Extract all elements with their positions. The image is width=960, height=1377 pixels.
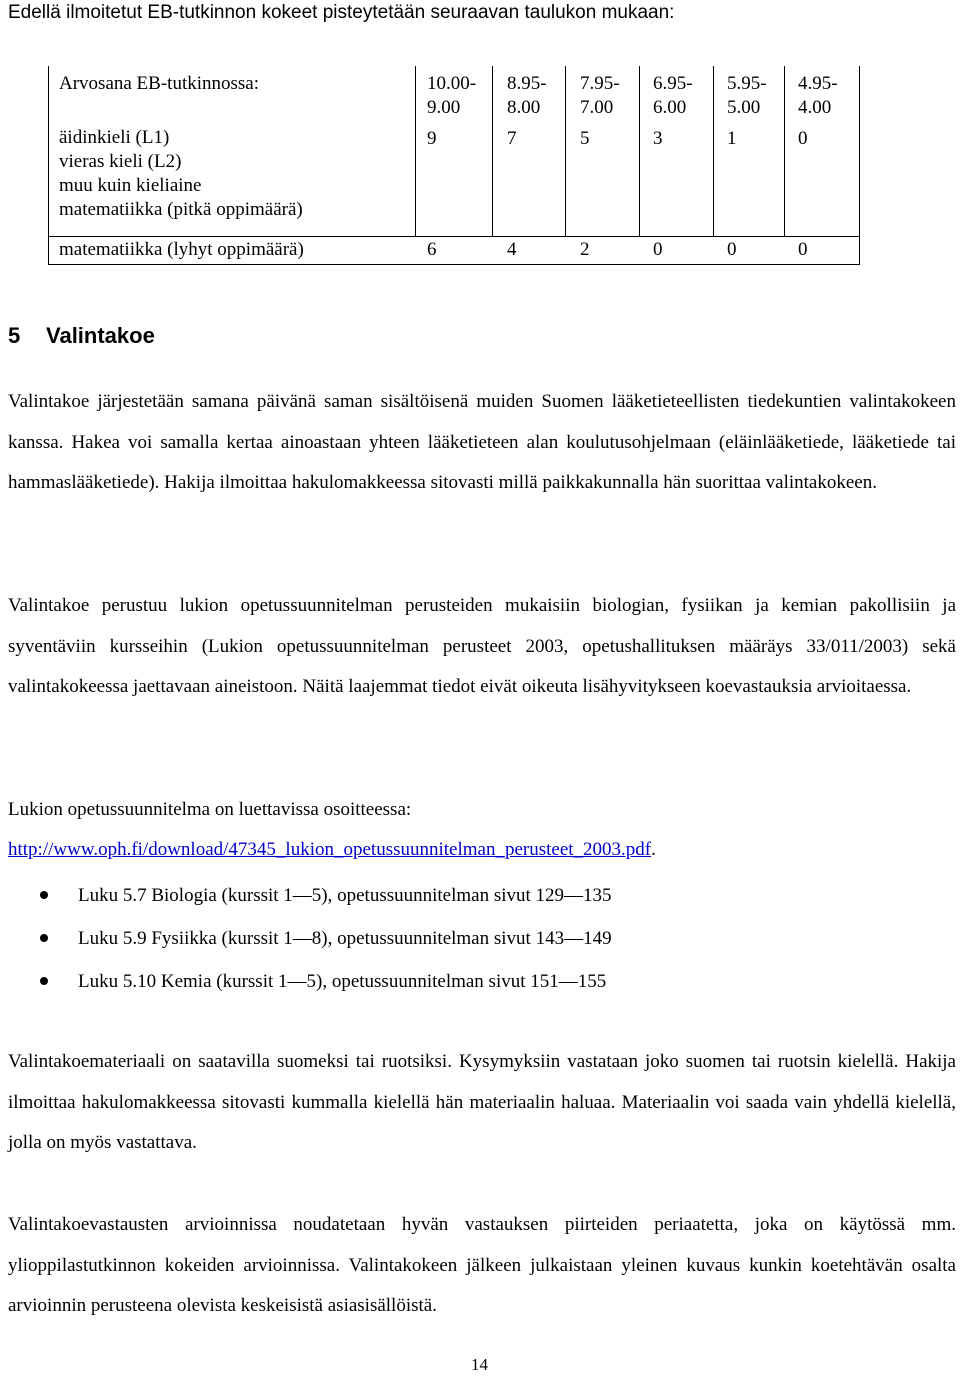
grade-range-start: 5.95-: [727, 73, 767, 94]
column-divider: [784, 66, 785, 236]
grade-column-header: [580, 72, 620, 120]
table-header-label: Arvosana EB-tutkinnossa:: [59, 73, 260, 94]
list-item-text: Luku 5.7 Biologia (kurssit 1—5), opetussuunnitelman sivut 129—135: [78, 885, 612, 906]
page-number: 14: [471, 1355, 488, 1374]
grade-range-end: 9.00: [427, 97, 461, 118]
section-title: Valintakoe: [46, 323, 155, 348]
points-cell: 7: [507, 128, 517, 149]
grade-range-end: 8.00: [507, 97, 541, 118]
grade-range-end: 5.00: [727, 97, 761, 118]
group-subjects-list: [59, 126, 303, 222]
points-cell: 3: [653, 128, 663, 149]
grade-range-end: 7.00: [580, 97, 614, 118]
column-divider: [713, 66, 714, 236]
column-divider: [492, 66, 493, 236]
grade-points-table: [48, 66, 860, 265]
table-row-divider: [49, 236, 859, 237]
section-number: 5: [8, 323, 21, 348]
points-cell: 4: [507, 239, 517, 260]
bullet-icon: [40, 891, 48, 899]
subject-label: matematiikka (pitkä oppimäärä): [59, 199, 303, 220]
list-item-text: Luku 5.10 Kemia (kurssit 1—5), opetussuunnitelman sivut 151—155: [78, 971, 607, 992]
paragraph: Valintakoe perustuu lukion opetussuunnitelman perusteiden mukaisiin biologian, fysiikan ja kemian pakollisiin ja syventäviin kursseihin (Lukion opetussuunnitelman perusteet 2003, opetushallituksen määräys 33/011/2003) sekä valintakokeessa jaettavaan aineistoon. Näitä laajemmat tiedot eivät oikeuta lisähyvitykseen koevastauksia arvioitaessa.: [8, 595, 956, 698]
points-cell: 0: [798, 128, 808, 149]
points-cell: 9: [427, 128, 437, 149]
subject-label: muu kuin kieliaine: [59, 175, 202, 196]
grade-range-end: 6.00: [653, 97, 687, 118]
intro-text: Edellä ilmoitetut EB-tutkinnon kokeet pisteytetään seuraavan taulukon mukaan:: [8, 2, 675, 23]
column-divider: [565, 66, 566, 236]
grade-column-header: [798, 72, 838, 120]
grade-column-header: [507, 72, 547, 120]
subject-label: vieras kieli (L2): [59, 151, 182, 172]
grade-range-start: 6.95-: [653, 73, 693, 94]
paragraph: Valintakoemateriaali on saatavilla suomeksi tai ruotsiksi. Kysymyksiin vastataan joko suomen tai ruotsin kielellä. Hakija ilmoittaa hakulomakkeessa sitovasti kummalla kielellä hän materiaalin haluaa. Materiaalin voi saada vain yhdellä kielellä, jolla on myös vastattava.: [8, 1051, 956, 1154]
grade-column-header: [653, 72, 693, 120]
grade-column-header: [727, 72, 767, 120]
points-cell: 0: [727, 239, 737, 260]
points-cell: 0: [798, 239, 808, 260]
bullet-icon: [40, 934, 48, 942]
grade-range-end: 4.00: [798, 97, 832, 118]
grade-range-start: 10.00-: [427, 73, 477, 94]
points-cell: 2: [580, 239, 590, 260]
curriculum-link[interactable]: http://www.oph.fi/download/47345_lukion_opetussuunnitelman_perusteet_2003.pdf: [8, 839, 652, 860]
short-math-label: matematiikka (lyhyt oppimäärä): [59, 239, 304, 260]
grade-range-start: 7.95-: [580, 73, 620, 94]
paragraph: Lukion opetussuunnitelma on luettavissa osoitteessa:: [8, 799, 412, 820]
column-divider: [415, 66, 416, 236]
points-cell: 5: [580, 128, 590, 149]
paragraph: Valintakoevastausten arvioinnissa noudatetaan hyvän vastauksen piirteiden periaatetta, joka on käytössä mm. ylioppilastutkinnon kokeiden arvioinnissa. Valintakokeen jälkeen julkaistaan yleinen kuvaus kunkin koetehtävän osalta arvioinnin perusteena olevista keskeisistä asiasisällöistä.: [8, 1214, 956, 1317]
link-suffix: .: [651, 839, 656, 860]
paragraph: Valintakoe järjestetään samana päivänä saman sisältöisenä muiden Suomen lääketieteellisten tiedekuntien valintakokeen kanssa. Hakea voi samalla kertaa ainoastaan yhteen lääketieteen alan koulutusohjelmaan (eläinlääketiede, lääketiede tai hammaslääketiede). Hakija ilmoittaa hakulomakkeessa sitovasti millä paikkakunnalla hän suorittaa valintakokeen.: [8, 391, 956, 494]
bullet-icon: [40, 977, 48, 985]
list-item-text: Luku 5.9 Fysiikka (kurssit 1—8), opetussuunnitelman sivut 143—149: [78, 928, 612, 949]
points-cell: 0: [653, 239, 663, 260]
subject-label: äidinkieli (L1): [59, 127, 170, 148]
column-divider: [639, 66, 640, 236]
grade-range-start: 4.95-: [798, 73, 838, 94]
grade-range-start: 8.95-: [507, 73, 547, 94]
points-cell: 6: [427, 239, 437, 260]
points-cell: 1: [727, 128, 737, 149]
link-line: [8, 830, 956, 871]
grade-column-header: [427, 72, 476, 120]
section-heading: [8, 323, 155, 349]
